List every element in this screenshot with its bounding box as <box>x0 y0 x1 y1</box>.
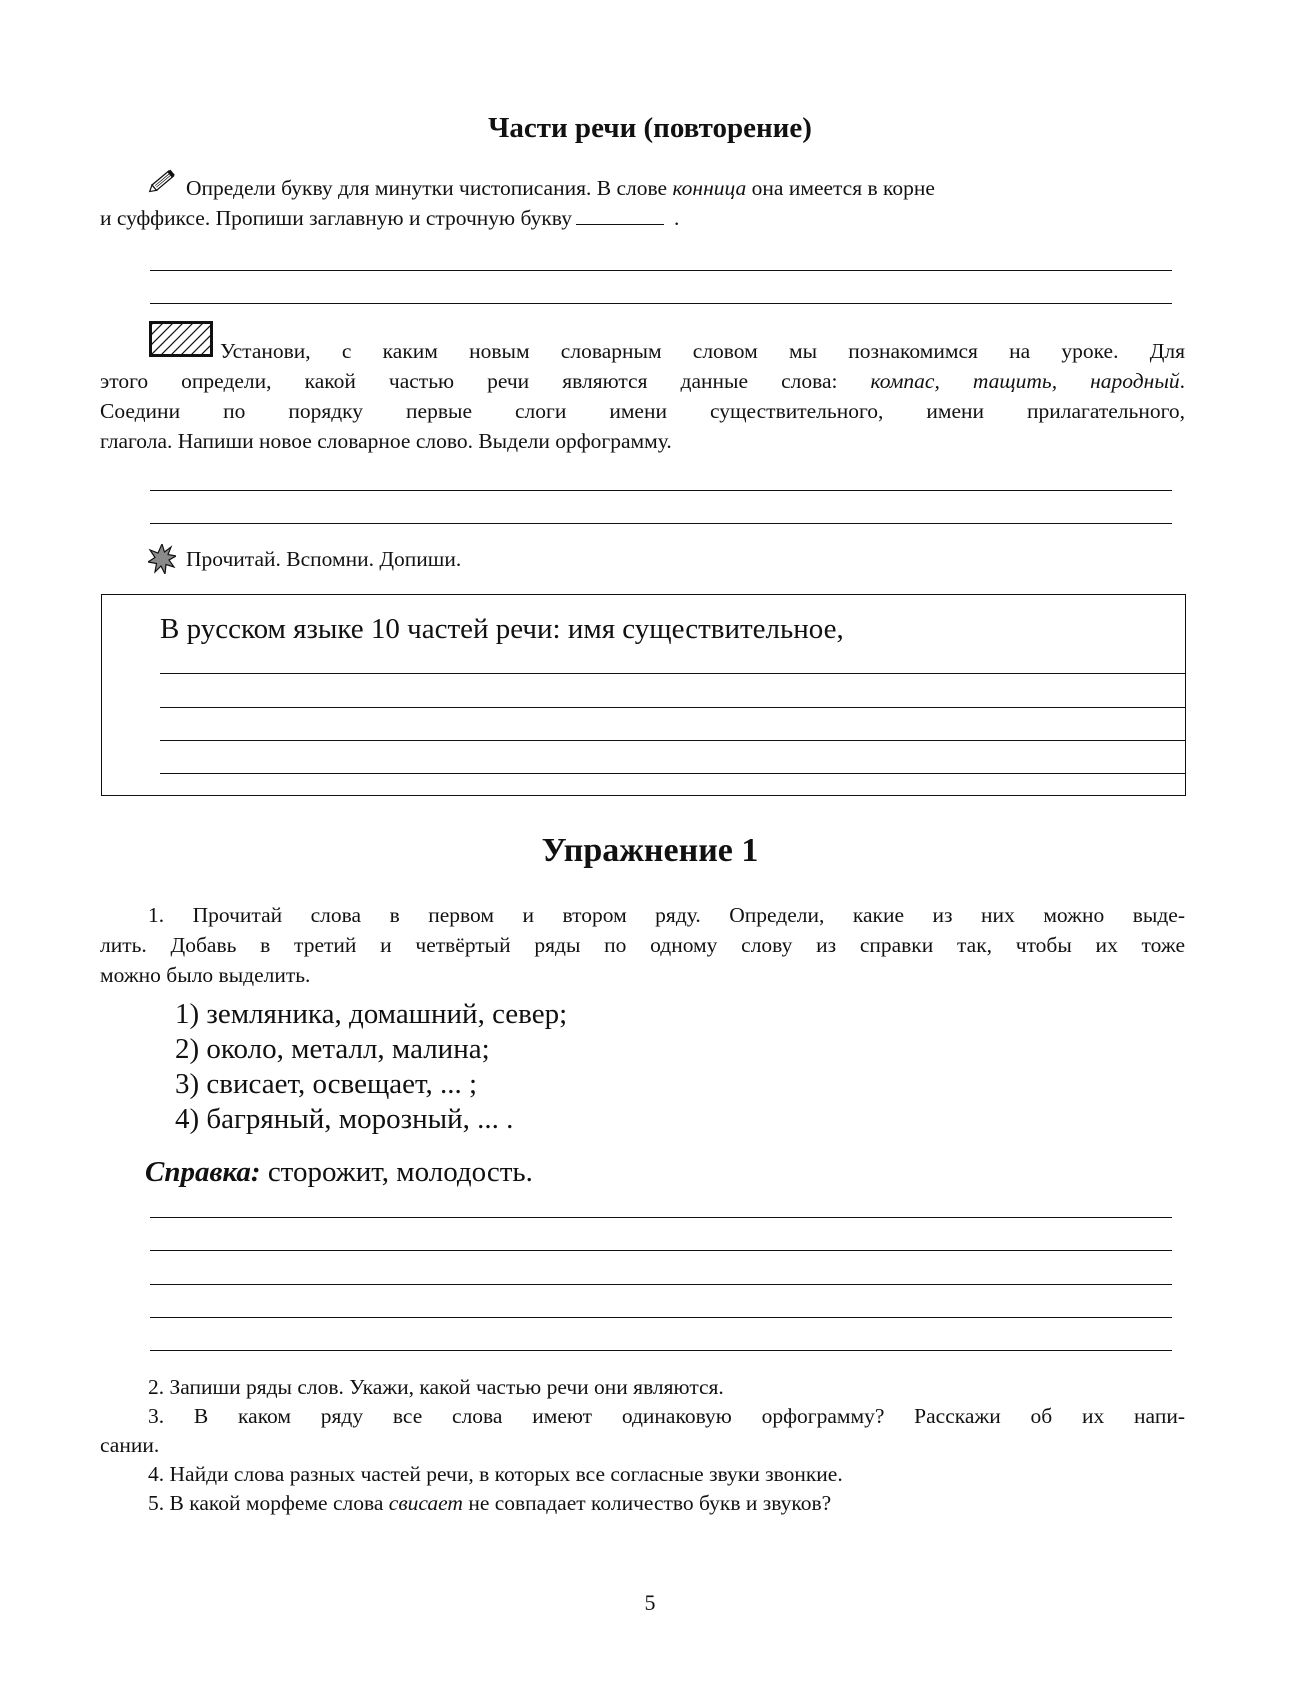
writing-line[interactable] <box>150 1317 1172 1318</box>
q5-text: 5. В какой морфеме слова <box>148 1491 389 1515</box>
task2-line1: Установи, с каким новым словарным словом мы познакомимся на уроке. Для <box>220 339 1185 363</box>
reference-label: Справка: <box>145 1156 261 1188</box>
star-burst-icon <box>148 544 176 574</box>
task1-text: Определи букву для минутки чистописания. В слове <box>186 176 673 200</box>
question-3-line1: 3. В каком ряду все слова имеют одинаковую орфограмму? Расскажи об их напи- <box>148 1404 1185 1428</box>
exercise-questions-2-5 <box>100 1373 1185 1518</box>
page-number: 5 <box>644 1590 656 1615</box>
q5-italic-word: свисает <box>388 1491 463 1515</box>
task2-line2-end: . <box>1179 369 1186 393</box>
writing-line[interactable] <box>150 523 1172 524</box>
task1-line2-text: и суффиксе. Пропиши заглавную и строчную букву <box>100 206 572 230</box>
box-writing-line[interactable] <box>160 740 1186 741</box>
writing-line[interactable] <box>150 1250 1172 1251</box>
exercise-question-1 <box>100 900 1185 990</box>
box-writing-line[interactable] <box>160 773 1186 774</box>
reference-words: сторожит, молодость. <box>260 1156 533 1188</box>
writing-line[interactable] <box>150 303 1172 304</box>
task1-line2 <box>100 203 1185 233</box>
writing-line[interactable] <box>150 1217 1172 1218</box>
exercise-title: Упражнение 1 <box>541 832 759 869</box>
writing-line[interactable] <box>150 270 1172 271</box>
word-row-1: 1) земляника, домашний, север; <box>175 998 568 1030</box>
question-4: 4. Найди слова разных частей речи, в которых все согласные звуки звонкие. <box>148 1462 843 1486</box>
reference-line <box>145 1156 533 1189</box>
task2-line2 <box>100 366 1185 396</box>
box-text: В русском языке 10 частей речи: имя существительное, <box>160 613 844 645</box>
task3-instruction: Прочитай. Вспомни. Допиши. <box>186 547 462 571</box>
q1-line1: 1. Прочитай слова в первом и втором ряду. Определи, какие из них можно выде- <box>148 903 1185 927</box>
box-writing-line[interactable] <box>160 707 1186 708</box>
question-5 <box>100 1489 1185 1518</box>
word-row-2: 2) около, металл, малина; <box>175 1033 490 1065</box>
writing-line[interactable] <box>150 1350 1172 1351</box>
q5-text-end: не совпадает количество букв и звуков? <box>462 1491 832 1515</box>
task2-line4: глагола. Напиши новое словарное слово. Выдели орфограмму. <box>100 429 672 453</box>
letter-blank-field[interactable] <box>576 206 664 225</box>
task1-period: . <box>673 206 680 230</box>
word-rows <box>175 997 567 1137</box>
parts-of-speech-box <box>101 594 1186 796</box>
question-2: 2. Запиши ряды слов. Укажи, какой частью речи они являются. <box>148 1375 724 1399</box>
task1-italic-word: конница <box>672 176 747 200</box>
task2-line2-text: этого определи, какой частью речи являются данные слова: <box>100 369 871 393</box>
q1-line3: можно было выделить. <box>100 963 311 987</box>
writing-line[interactable] <box>150 1284 1172 1285</box>
task1-line1 <box>100 173 1185 203</box>
box-writing-line[interactable] <box>160 673 1186 674</box>
task2-italic-words: компас, тащить, народный <box>870 369 1180 393</box>
task2-paragraph <box>100 336 1185 456</box>
q1-line2: лить. Добавь в третий и четвёртый ряды по одному слову из справки так, чтобы их тоже <box>100 933 1185 957</box>
writing-line[interactable] <box>150 490 1172 491</box>
section-title: Части речи (повторение) <box>488 112 812 144</box>
task1-paragraph <box>100 173 1185 233</box>
task1-text-end: она имеется в корне <box>746 176 935 200</box>
task2-line3: Соедини по порядку первые слоги имени существительного, имени прилагательного, <box>100 399 1185 423</box>
word-row-3: 3) свисает, освещает, ... ; <box>175 1068 478 1100</box>
word-row-4: 4) багряный, морозный, ... . <box>175 1103 514 1135</box>
question-3-line2: сании. <box>100 1433 160 1457</box>
